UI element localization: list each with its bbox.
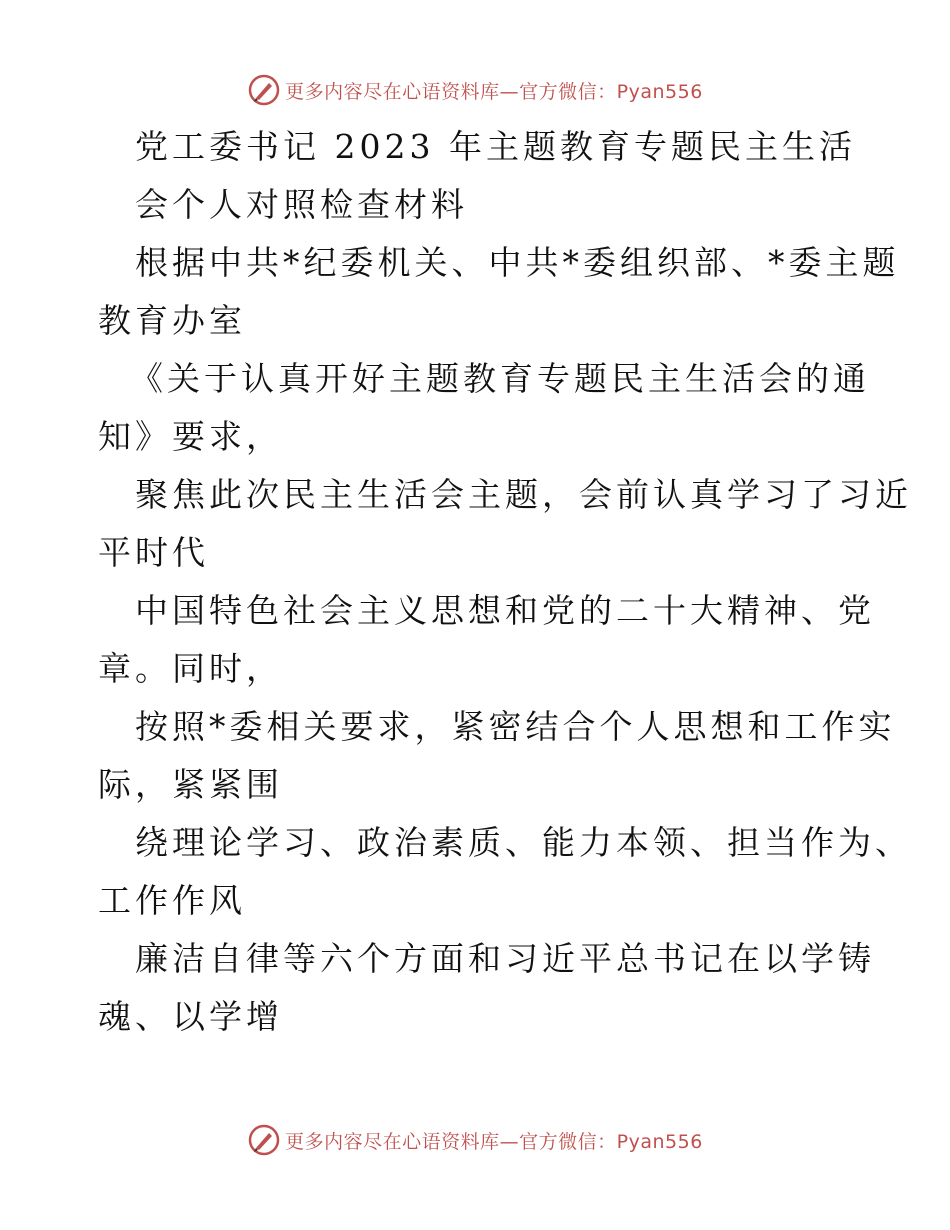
doc-title-line-2: 会个人对照检查材料 — [135, 185, 468, 224]
doc-paragraph-line: 按照*委相关要求，紧密结合个人思想和工作实 — [135, 707, 896, 746]
header-banner — [0, 70, 950, 110]
pen-logo-icon — [247, 73, 281, 107]
doc-paragraph-line: 际，紧紧围 — [98, 765, 283, 804]
doc-paragraph-line: 廉洁自律等六个方面和习近平总书记在以学铸 — [135, 939, 875, 978]
doc-paragraph-line: 根据中共*纪委机关、中共*委组织部、*委主题 — [135, 243, 900, 282]
doc-paragraph-line: 《关于认真开好主题教育专题民主生活会的通 — [130, 359, 870, 398]
doc-paragraph-line: 章。同时， — [98, 649, 283, 688]
footer-banner — [0, 1120, 950, 1160]
doc-paragraph-line: 魂、以学增 — [98, 997, 283, 1036]
doc-paragraph-line: 平时代 — [98, 533, 209, 572]
doc-paragraph-line: 绕理论学习、政治素质、能力本领、担当作为、 — [135, 823, 912, 862]
doc-paragraph-line: 教育办室 — [98, 301, 246, 340]
footer-banner-text: 更多内容尽在心语资料库—官方微信：Pyan556 — [285, 1130, 703, 1153]
doc-paragraph-line: 聚焦此次民主生活会主题，会前认真学习了习近 — [135, 475, 912, 514]
doc-paragraph-line: 中国特色社会主义思想和党的二十大精神、党 — [135, 591, 875, 630]
doc-paragraph-line: 工作作风 — [98, 881, 246, 920]
doc-paragraph-line: 知》要求， — [98, 417, 283, 456]
pen-logo-icon — [247, 1123, 281, 1157]
header-banner-text: 更多内容尽在心语资料库—官方微信：Pyan556 — [285, 80, 703, 103]
doc-title-line-1: 党工委书记 2023 年主题教育专题民主生活 — [135, 127, 856, 166]
